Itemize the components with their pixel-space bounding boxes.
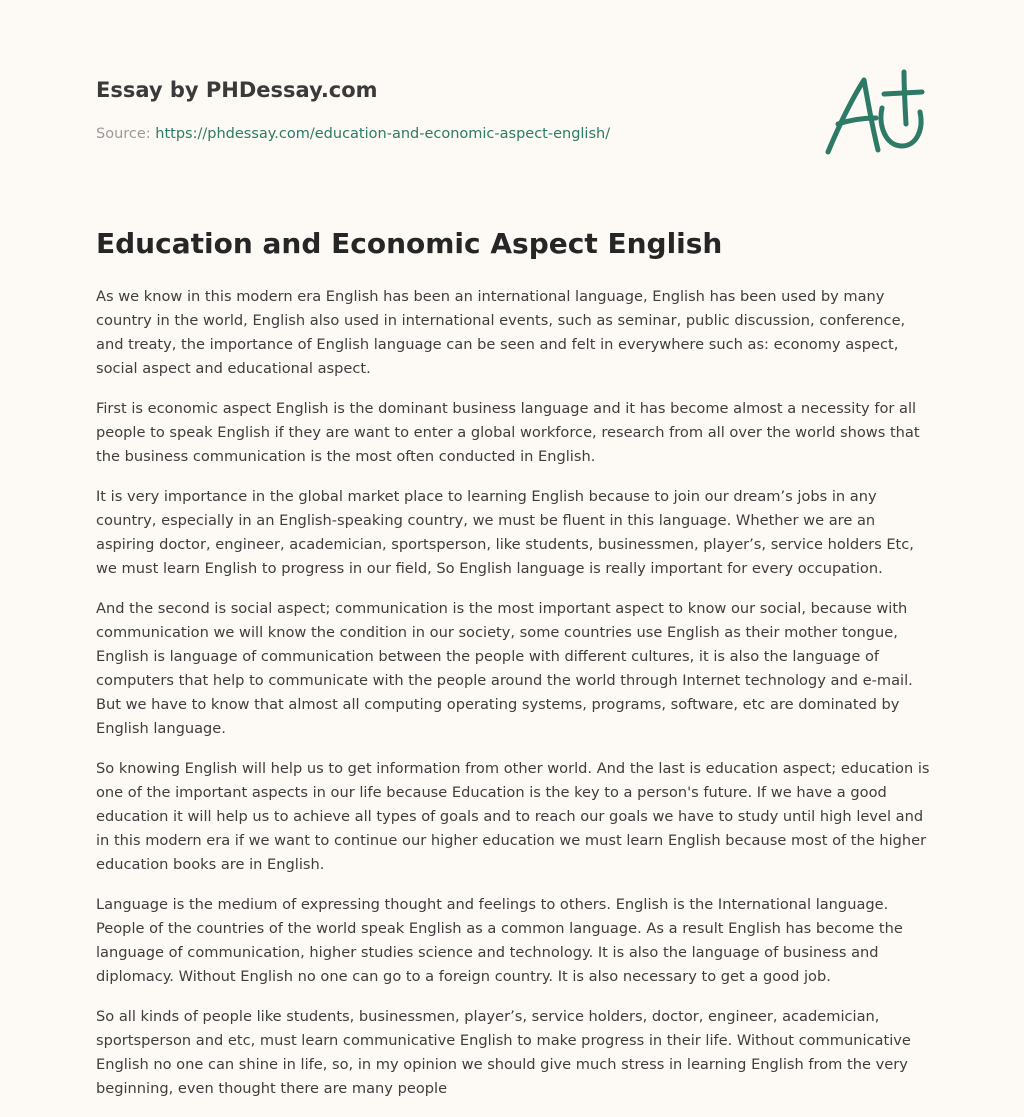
essay-body <box>96 285 932 1117</box>
essay-paragraph: Language is the medium of expressing thought and feelings to others. English is the International language. People of the countries of the world speak English as a common language. As a result English has become the language of communication, higher studies science and technology. It is also the language of business and diplomacy. Without English no one can go to a foreign country. It is also necessary to get a good job. <box>96 896 903 985</box>
source-line <box>96 124 610 144</box>
a-plus-grade-icon <box>824 68 928 164</box>
essay-paragraph: And the second is social aspect; communication is the most important aspect to know our social, because with communication we will know the condition in our society, some countries use English as their mother tongue, English is language of communication between the people with different cultures, it is also the language of computers that help to communicate with the people around the world through Internet technology and e-mail. But we have to know that almost all computing operating systems, programs, software, etc are dominated by English language. <box>96 600 913 737</box>
essay-title: Education and Economic Aspect English <box>96 227 723 260</box>
source-label: Source: <box>96 126 151 142</box>
essay-paragraph: As we know in this modern era English has been an international language, English has been used by many country in the world, English also used in international events, such as seminar, public discussion, conference, and treaty, the importance of English language can be seen and felt in everywhere such as: economy aspect, social aspect and educational aspect. <box>96 288 906 377</box>
essay-paragraph: So knowing English will help us to get information from other world. And the last is education aspect; education is one of the important aspects in our life because Education is the key to a person's future. If we have a good education it will help us to achieve all types of goals and to reach our goals we have to study until high level and in this modern era if we want to continue our higher education we must learn English because most of the higher education books are in English. <box>96 760 930 873</box>
site-brand: Essay by PHDessay.com <box>96 78 378 102</box>
source-link[interactable]: https://phdessay.com/education-and-economic-aspect-english/ <box>155 126 611 142</box>
essay-paragraph: It is very importance in the global market place to learning English because to join our dream’s jobs in any country, especially in an English-speaking country, we must be fluent in this language. Whether we are an aspiring doctor, engineer, academician, sportsperson, like students, businessmen, player’s, service holders Etc, we must learn English to progress in our field, So English language is really important for every occupation. <box>96 488 914 577</box>
essay-paragraph: So all kinds of people like students, businessmen, player’s, service holders, doctor, engineer, academician, sportsperson and etc, must learn communicative English to make progress in their life. Without communicative English no one can shine in life, so, in my opinion we should give much stress in learning English from the very beginning, even thought there are many people <box>96 1008 911 1097</box>
essay-paragraph: First is economic aspect English is the dominant business language and it has become almost a necessity for all people to speak English if they are want to enter a global workforce, research from all over the world shows that the business communication is the most often conducted in English. <box>96 400 920 465</box>
essay-header <box>96 76 928 166</box>
